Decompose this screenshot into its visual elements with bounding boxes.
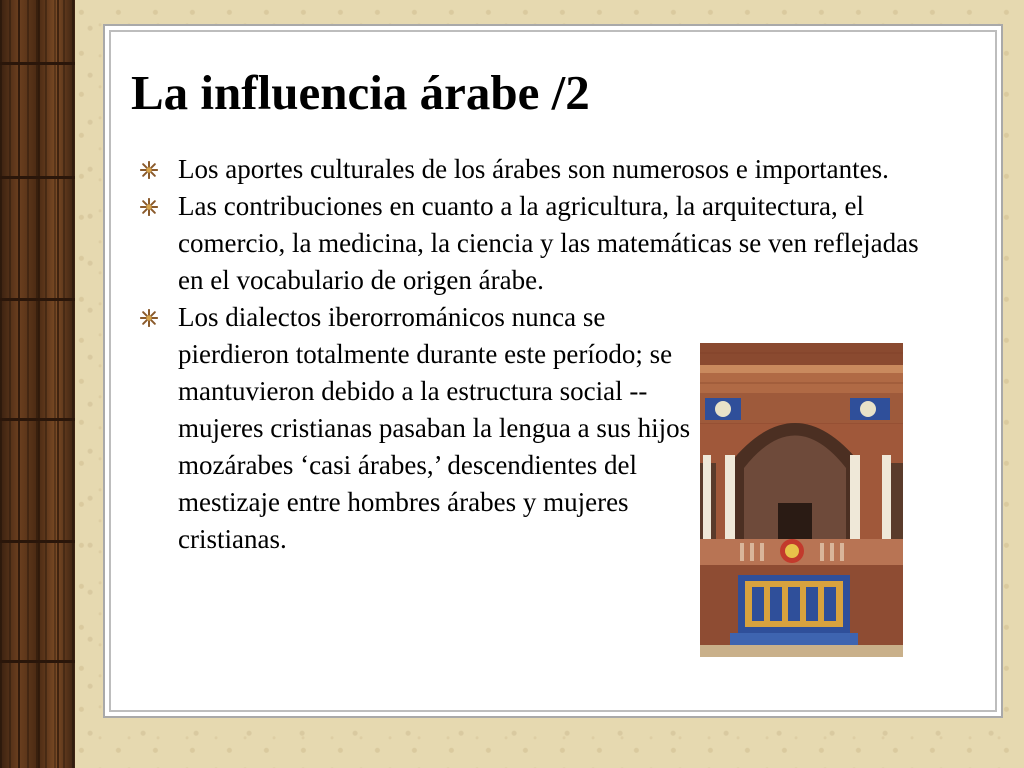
wood-grain-line bbox=[38, 0, 40, 768]
wood-seam bbox=[0, 660, 75, 663]
starburst-bullet-icon bbox=[140, 309, 158, 327]
bullet-text: Los aportes culturales de los árabes son numerosos e importantes. bbox=[178, 154, 889, 184]
starburst-bullet-icon bbox=[140, 161, 158, 179]
wood-grain-line bbox=[57, 0, 59, 768]
wood-seam bbox=[0, 298, 75, 301]
bullet-text: Las contribuciones en cuanto a la agricultura, la arquitectura, el comercio, la medicina, la ciencia y las matemáticas se ven reflejadas en el vocabulario de origen árabe. bbox=[178, 191, 919, 295]
wood-panel-left bbox=[0, 0, 75, 768]
wood-seam bbox=[0, 176, 75, 179]
architecture-photo bbox=[700, 343, 903, 657]
wood-seam bbox=[0, 540, 75, 543]
wood-grain-line bbox=[18, 0, 20, 768]
bullet-text: Los dialectos iberorrománicos nunca se pierdieron totalmente durante este período; se mantuvieron debido a la estructura social -- mujeres cristianas pasaban la lengua a sus hijos mozárabes ‘casi árabes,’ descendientes del mestizaje entre hombres árabes y mujeres cristianas. bbox=[178, 302, 691, 554]
arcade-illustration bbox=[700, 343, 903, 657]
bullet-item bbox=[140, 188, 940, 299]
slide-title: La influencia árabe /2 bbox=[131, 65, 590, 120]
bullet-item bbox=[140, 151, 940, 188]
starburst-bullet-icon bbox=[140, 198, 158, 216]
wood-seam bbox=[0, 62, 75, 65]
wood-seam bbox=[0, 418, 75, 421]
